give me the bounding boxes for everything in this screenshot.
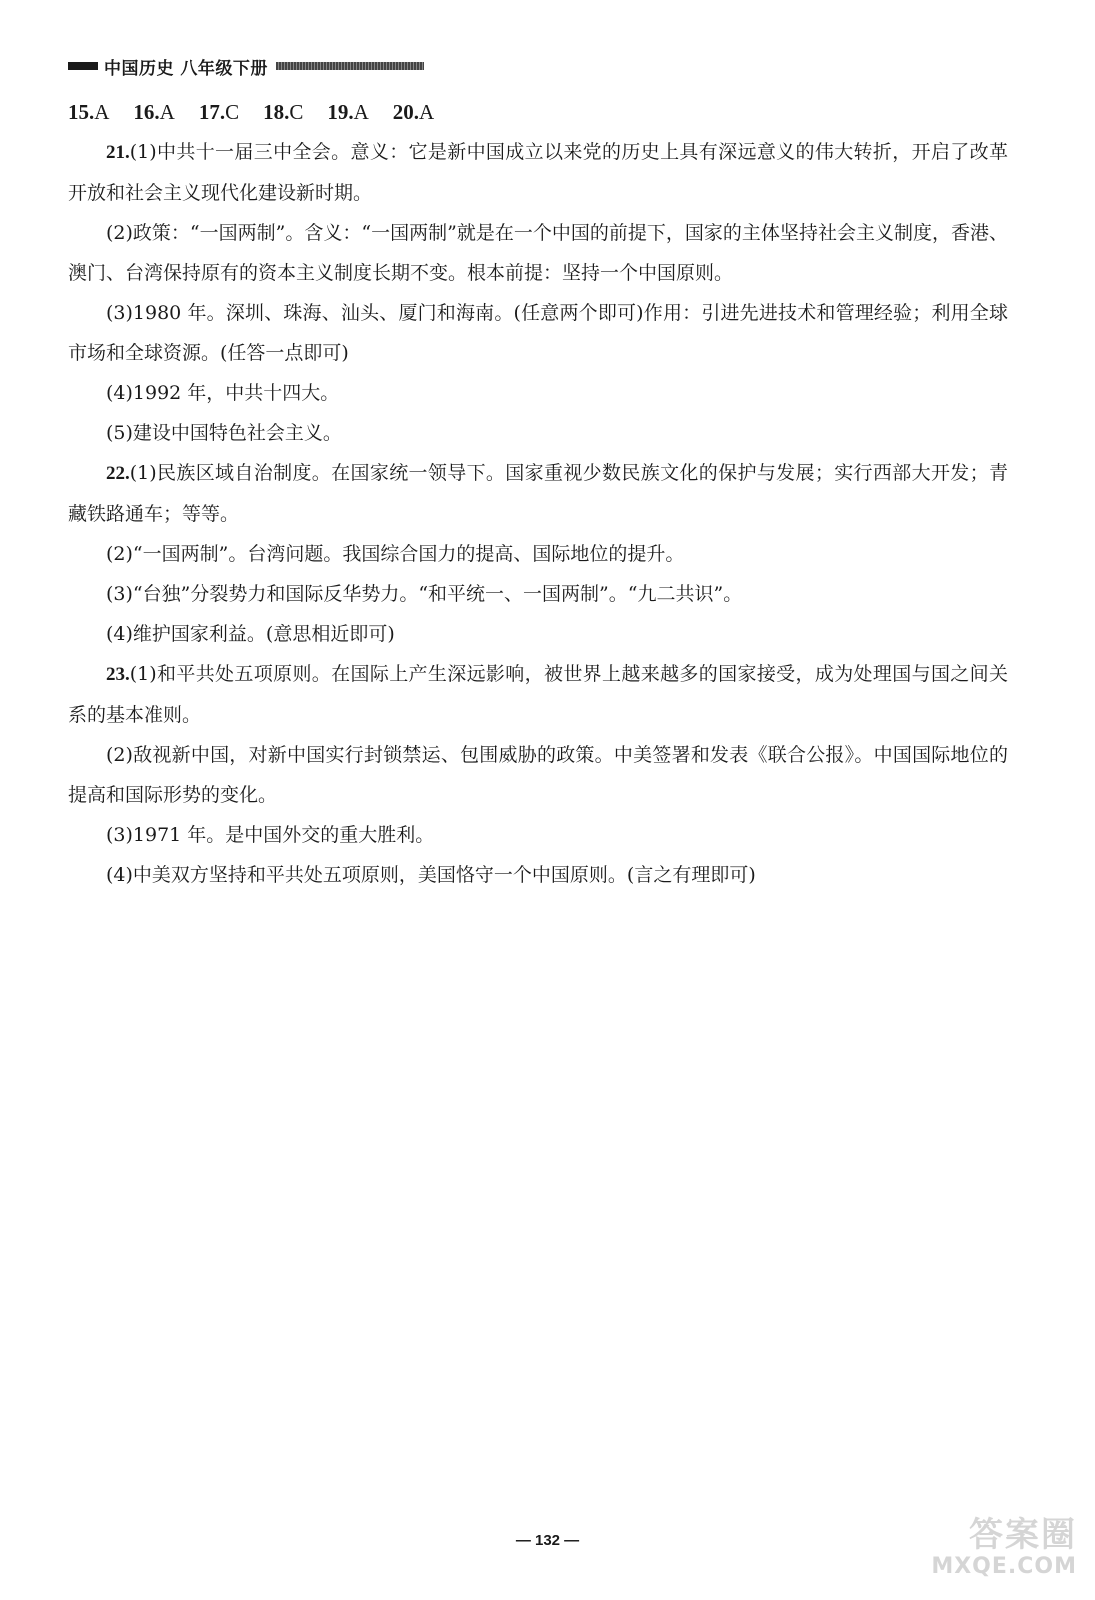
mc-answer: 20.A — [392, 100, 435, 124]
q21-part2: (2)政策：“一国两制”。含义：“一国两制”就是在一个中国的前提下，国家的主体坚持社会主义制度，香港、澳门、台湾保持原有的资本主义制度长期不变。根本前提：坚持一个中国原则。 — [68, 222, 1008, 284]
q21-part5: (5)建设中国特色社会主义。 — [106, 422, 342, 444]
question-22 — [68, 453, 1008, 654]
answer-content — [68, 92, 1008, 895]
mc-answer: 15.A — [68, 100, 110, 124]
q21-part1: 21.(1)中共十一届三中全会。意义：它是新中国成立以来党的历史上具有深远意义的伟大转折，开启了改革开放和社会主义现代化建设新时期。 — [68, 141, 1008, 204]
mc-answer: 17.C — [198, 100, 240, 124]
watermark-text: 答案圈 — [969, 1515, 1077, 1555]
question-23 — [68, 654, 1008, 895]
q22-part2: (2)“一国两制”。台湾问题。我国综合国力的提高、国际地位的提升。 — [106, 543, 685, 565]
q21-part4: (4)1992 年，中共十四大。 — [106, 382, 340, 404]
mc-answer: 16.A — [133, 100, 175, 124]
question-21 — [68, 132, 1008, 453]
running-header — [68, 54, 438, 78]
q22-part3: (3)“台独”分裂势力和国际反华势力。“和平统一、一国两制”。“九二共识”。 — [106, 583, 743, 605]
q23-part4: (4)中美双方坚持和平共处五项原则，美国恪守一个中国原则。(言之有理即可) — [106, 864, 756, 886]
q23-part3: (3)1971 年。是中国外交的重大胜利。 — [106, 824, 435, 846]
watermark-logo — [897, 1516, 1077, 1586]
watermark-url: MXQE.COM — [931, 1554, 1077, 1579]
q23-part2: (2)敌视新中国，对新中国实行封锁禁运、包围威胁的政策。中美签署和发表《联合公报》。中国国际地位的提高和国际形势的变化。 — [68, 744, 1008, 806]
mc-answer: 19.A — [327, 100, 369, 124]
q21-part3: (3)1980 年。深圳、珠海、汕头、厦门和海南。(任意两个即可)作用：引进先进技术和管理经验；利用全球市场和全球资源。(任答一点即可) — [68, 302, 1008, 364]
q22-part4: (4)维护国家利益。(意思相近即可) — [106, 623, 395, 645]
header-bar-left — [68, 62, 98, 70]
page-number: — 132 — — [515, 1532, 580, 1549]
q23-part1: 23.(1)和平共处五项原则。在国际上产生深远影响，被世界上越来越多的国家接受，成为处理国与国之间关系的基本准则。 — [68, 663, 1008, 726]
multiple-choice-answers — [68, 92, 1008, 132]
mc-answer: 18.C — [263, 100, 304, 124]
header-bar-right — [276, 62, 424, 70]
q22-part1: 22.(1)民族区域自治制度。在国家统一领导下。国家重视少数民族文化的保护与发展；实行西部大开发；青藏铁路通车；等等。 — [68, 462, 1008, 525]
header-title: 中国历史 八年级下册 — [104, 58, 268, 79]
